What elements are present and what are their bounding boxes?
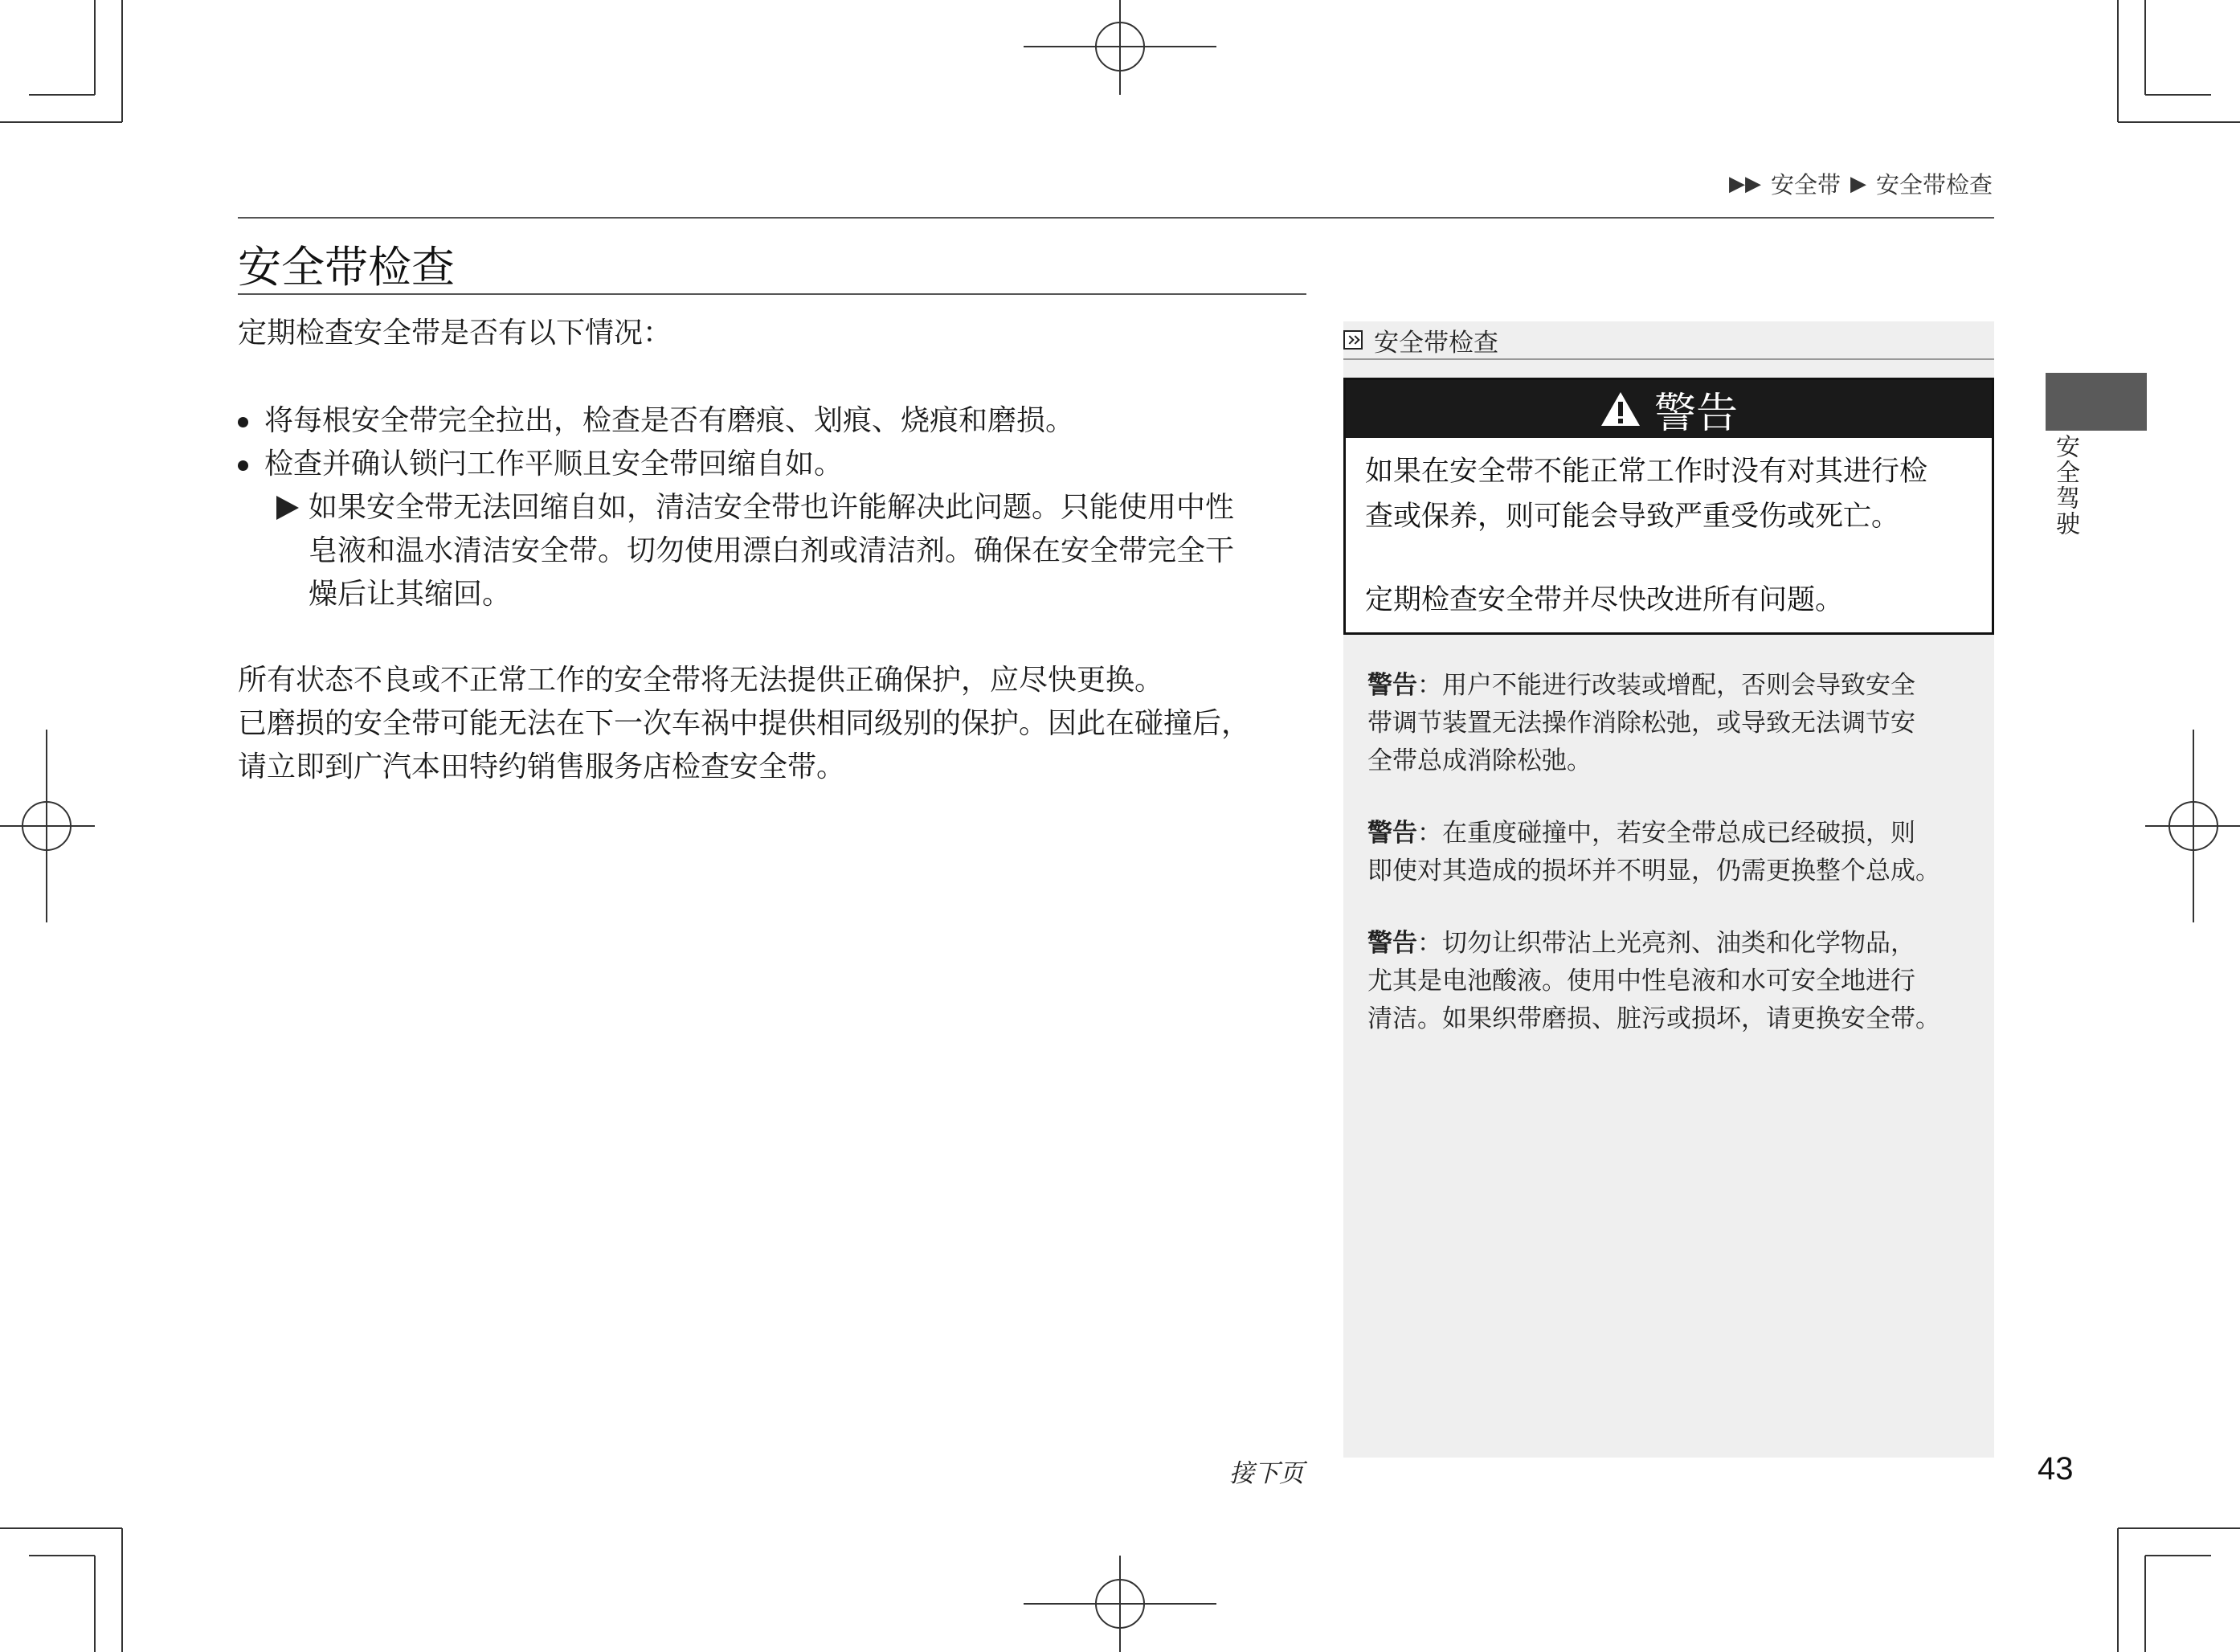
chapter-tab[interactable] [2046,373,2147,431]
warning-line: 查或保养，则可能会导致严重受伤或死亡。 [1365,501,1900,533]
bullet-icon [238,460,248,471]
warning-line: 如果在安全带不能正常工作时没有对其进行检 [1365,456,1928,488]
bullet-icon [238,417,248,427]
warning-header [1346,380,1992,438]
paragraph-line: 所有状态不良或不正常工作的安全带将无法提供正确保护，应尽快更换。 [238,664,1164,697]
arrow-icon: ▶ [1850,171,1866,196]
triangle-arrow-icon [276,496,299,520]
note-line: ：用户不能进行改装或增配，否则会导致安全 [1417,671,1915,700]
page-title: 安全带检查 [238,242,455,292]
bullet-text: 检查并确认锁闩工作平顺且安全带回缩自如。 [264,448,844,480]
side-note [1367,815,1940,890]
paragraph-line: 请立即到广汽本田特约销售服务店检查安全带。 [238,750,846,783]
note-line: 带调节装置无法操作消除松弛，或导致无法调节安 [1367,709,1915,738]
intro-text: 定期检查安全带是否有以下情况： [238,317,672,350]
warning-box [1343,378,1994,635]
sub-item [276,486,1234,616]
note-line: ：在重度碰撞中，若安全带总成已经破损，则 [1417,819,1915,848]
bullet-text: 将每根安全带完全拉出，检查是否有磨痕、划痕、烧痕和磨损。 [264,404,1075,437]
breadcrumb-section[interactable]: 安全带 [1770,171,1841,198]
warning-action: 定期检查安全带并尽快改进所有问题。 [1365,584,1844,616]
warning-title: 警告 [1653,389,1738,438]
body-paragraph [238,659,1250,789]
note-label: 警告 [1367,929,1417,958]
sub-item-line: 皂液和温水清洁安全带。切勿使用漂白剂或清洁剂。确保在安全带完全干 [309,534,1235,567]
breadcrumb [1729,167,1993,200]
warning-body [1346,438,1992,623]
sub-item-line: 如果安全带无法回缩自如，清洁安全带也许能解决此问题。只能使用中性 [309,491,1235,524]
warning-triangle-icon [1600,391,1641,427]
page-number: 43 [2038,1451,2074,1486]
double-arrow-icon: ▶▶ [1728,171,1761,196]
paragraph-line: 已磨损的安全带可能无法在下一次车祸中提供相同级别的保护。因此在碰撞后， [238,707,1251,740]
note-label: 警告 [1367,819,1417,848]
bullet-list [238,399,1074,486]
note-label: 警告 [1367,671,1417,700]
list-item [238,443,1074,486]
side-panel-header [1343,321,1994,360]
continue-label: 接下页 [1229,1459,1304,1488]
note-line: 全带总成消除松弛。 [1367,746,1592,775]
side-note [1367,925,1940,1038]
side-note [1367,667,1915,780]
chapter-tab-label: 安全驾驶 [2051,434,2079,537]
header-divider [238,217,1994,219]
sub-item-line: 燥后让其缩回。 [309,578,512,611]
note-line: 清洁。如果织带磨损、脏污或损坏，请更换安全带。 [1367,1004,1940,1033]
title-divider [238,293,1306,295]
double-chevron-icon [1343,330,1363,350]
note-line: ：切勿让织带沾上光亮剂、油类和化学物品， [1417,929,1915,958]
side-panel-title: 安全带检查 [1374,328,1498,358]
breadcrumb-current: 安全带检查 [1875,171,1993,198]
note-line: 尤其是电池酸液。使用中性皂液和水可安全地进行 [1367,967,1915,996]
list-item [238,399,1074,443]
note-line: 即使对其造成的损坏并不明显，仍需更换整个总成。 [1367,857,1940,885]
